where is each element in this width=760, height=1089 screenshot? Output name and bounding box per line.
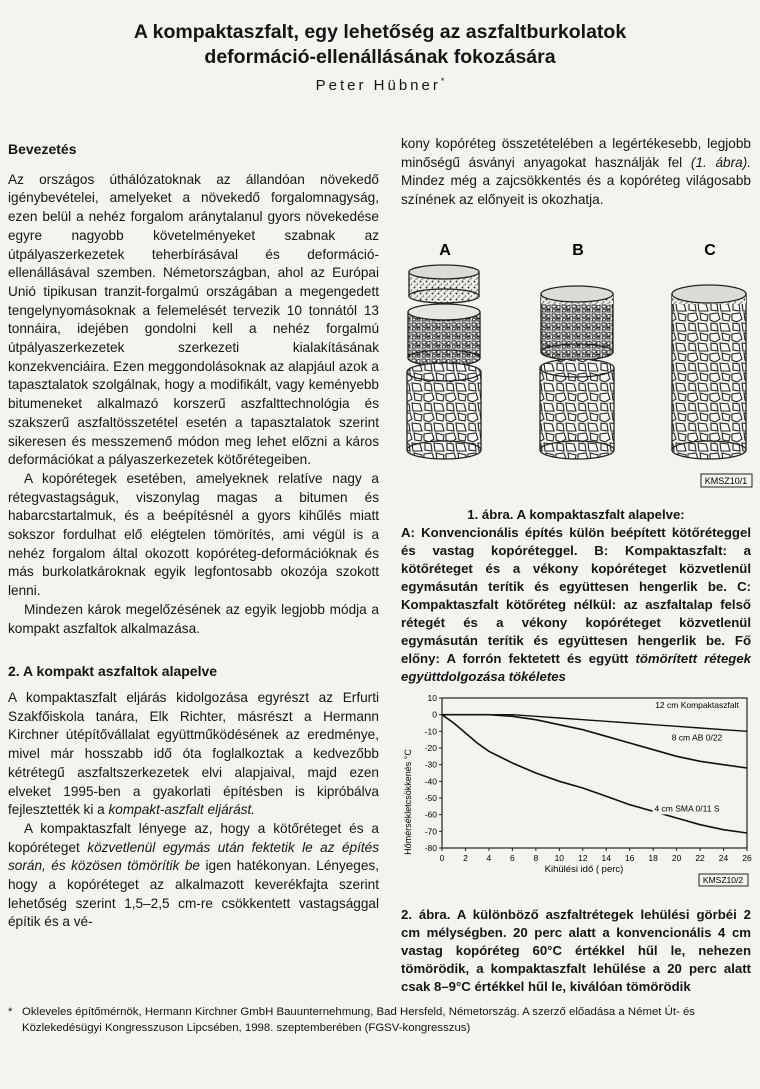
chart-x-tick-label: 2	[463, 853, 468, 863]
paragraph-4-italic: kompakt-aszfalt eljárást.	[108, 802, 256, 818]
paragraph-continued	[401, 135, 751, 210]
figure-2-caption: 2. ábra. A különböző aszfaltrétegek lehülési görbéi 2 cm mélységben. 20 perc alatt a konvencionális 4 cm vastag kopóréteg 60°C értékkel hűl le, nehezen tömörödik, a kompaktaszfalt lehűlése a 20 perc alatt csak 8–9°C értékkel hűl le, kiválóan tömörödik	[401, 907, 751, 994]
figure-1-label-b: B	[572, 242, 584, 259]
core-b	[540, 286, 614, 459]
figure-2-chart	[401, 692, 756, 894]
chart-series-line	[442, 715, 747, 732]
chart-x-tick-label: 12	[578, 853, 588, 863]
figure-1-code: KMSZ10/1	[704, 476, 748, 486]
chart-y-tick-label: -80	[424, 843, 437, 853]
chart-y-tick-label: -50	[424, 793, 437, 803]
section-heading-intro: Bevezetés	[8, 141, 77, 157]
paragraph-5-italic: közvetlenül egymás után fektetik le az építés során, és közösen tömörítik be	[8, 839, 380, 874]
chart-y-tick-label: -10	[424, 726, 437, 737]
chart-x-axis-label: Kihülési idő ( perc)	[544, 864, 624, 875]
figure-1-caption-body	[401, 524, 751, 686]
paragraph-5-text-a: A kompaktaszfalt lényege az, hogy a kötőréteget és a kopóréteget	[8, 820, 379, 855]
paragraph-4-text: A kompaktaszfalt eljárás kidolgozása egyrészt az Erfurti Szakfőiskola tanára, Elk Richter, másrészt a Hermann Kirchner útépítővállalat együttműködésének az eredménye, mivel már hosszabb idő óta foglalkoztak a kedvezőbb kétrétegű aszfaltszerkezetek elvi alapjaival, majd ezen elveket 1995-ben a gyakorlati építésben is kipróbálva fejlesztették ki a	[8, 689, 379, 818]
chart-y-tick-label: 10	[427, 693, 437, 703]
chart-x-tick-label: 18	[648, 853, 658, 863]
section-heading-2: 2. A kompakt aszfaltok alapelve	[8, 663, 218, 680]
core-a	[407, 265, 481, 459]
chart-x-tick-label: 16	[624, 853, 635, 863]
core-c	[672, 285, 746, 459]
chart-y-tick-label: -30	[424, 759, 437, 770]
chart-series-label: 12 cm Kompaktaszfalt	[655, 700, 739, 710]
chart-y-tick-label: -60	[424, 809, 437, 820]
chart-x-tick-label: 4	[486, 853, 492, 863]
figure-1-illustration	[401, 232, 756, 494]
chart-x-tick-label: 8	[533, 853, 539, 863]
figure-1-caption-italic: tömörített rétegek együttdolgozása tökéletes	[401, 651, 752, 684]
chart-x-tick-label: 14	[601, 853, 611, 863]
paragraph-continued-b: Mindez még a zajcsökkentés és a kopóréteg világosabb színének az előnyeit is okozhatja.	[401, 173, 751, 208]
article-title	[0, 20, 760, 70]
paragraph-2: A kopórétegek esetében, amelyeknek relatíve nagy a rétegvastagságuk, viszonylag magas a bitumen és habarcstartalmuk, és a beépítésnél a gyors kihűlés miatt sokszor fordulhat elő elégtelen tömörítés, ami végül is a nehéz forgalom által okozott kopóréteg-deformációknak és más burkolatkároknak egyik legfontosabb okozója szokott lenni.	[8, 470, 379, 599]
chart-y-tick-label: 0	[432, 709, 437, 720]
footnote	[8, 1004, 753, 1036]
figure-1-caption	[401, 506, 751, 686]
author-name: Peter Hübner	[315, 77, 441, 94]
paragraph-3: Mindezen károk megelőzésének az egyik legjobb módja a kompakt aszfaltok alkalmazása.	[8, 601, 379, 636]
chart-x-tick-label: 24	[718, 853, 729, 863]
footnote-text: Okleveles építőmérnök, Hermann Kirchner GmbH Bauunternehmung, Bad Hersfeld, Németország. A szerző előadása a Német Út- és Közlekedésügyi Kongresszuson Lipcsében, 1998. szeptemberében (FGSV-kongresszus)	[22, 1006, 695, 1034]
figure-reference: (1. ábra).	[690, 154, 752, 170]
chart-x-tick-label: 20	[671, 853, 682, 863]
figure-1-label-a: A	[439, 242, 451, 259]
paragraph-5-text-b: igen hatékonyan. Lényeges, hogy a kopóréteget az alkalmazott keverékfajta szerint lehetőség szerint 1,5–2,5 cm-re csökkentett vastagsággal építik és a vé-	[8, 858, 379, 930]
chart-x-tick-label: 0	[439, 853, 445, 863]
paragraph-5	[8, 820, 379, 932]
chart-series-label: 4 cm SMA 0/11 S	[654, 803, 720, 814]
chart-x-tick-label: 26	[742, 853, 752, 863]
chart-y-tick-label: -20	[424, 743, 437, 753]
paragraph-4	[8, 689, 379, 820]
chart-y-axis-label: Hőmérsékletcsökkenés °C	[403, 749, 413, 855]
figure-1-caption-title: 1. ábra. A kompaktaszfalt alapelve:	[467, 507, 685, 522]
chart-code: KMSZ10/2	[702, 875, 744, 885]
chart-y-tick-label: -70	[424, 826, 437, 837]
author-line	[0, 76, 760, 94]
chart-y-tick-label: -40	[424, 776, 437, 787]
chart-x-tick-label: 22	[695, 853, 705, 863]
right-column-text	[401, 135, 751, 210]
footnote-mark: *	[8, 1006, 13, 1018]
left-column	[8, 140, 379, 932]
figure-1-label-c: C	[704, 242, 716, 259]
title-line-2: deformáció-ellenállásának fokozására	[204, 46, 556, 68]
figure-1-caption-text: A: Konvencionális építés külön beépített kötőréteggel és vastag kopóréteggel. B: Kompaktaszfalt: a kötőréteget és a vékony kopóréteget közvetlenül egymásután terítik és együttesen hengerlik be. C: Kompaktaszfalt kötőréteg nélkül: az aszfaltalap felső rétegét és a vékony kopóréteget közvetlenül egymásután terítik és együttesen hengerlik be. Fő előny: A forrón fektetett és együtt	[401, 525, 751, 666]
chart-x-tick-label: 6	[510, 853, 515, 863]
paragraph-continued-a: kony kopóréteg összetételében a legértékesebb, legjobb minőségű ásványi anyagokat használják fel	[401, 136, 751, 170]
chart-x-tick-label: 10	[554, 853, 565, 863]
paragraph-1: Az országos úthálózatoknak az állandóan növekedő igénybevételei, amelyeket a növekedő forgalomnagyság, ezen belül a nehéz forgalom aránytalanul gyors növekedése egyre nagyobb követelményeket szabnak az útpályaszerkezetek teherbírásával és deformáció-ellenállásával szemben. Németországban, ahol az Európai Unió tipikusan tranzit-forgalmú országában a megengedett tengelynyomásoknak a felemelését tervezik 10 tonnától 13 tonnáira, idejében gondolni kell a nehéz forgalmú útpályaszerkezetek szerkezeti kialakításának konzekvenciáira. Ezen meggondolásoknak az alapjául azok a tapasztalatok szolgálnak, hogy a modifikált, vagy keményebb bitumeneket alkalmazó korszerű aszfalttechnológia és szakszerű aszfaltösszetétel esetén a tapasztalatok szerint sikeresen és messzemenő módon meg lehet előzni a káros deformációkat a pályaszerkezetek kötőrétegeiben.	[8, 171, 379, 468]
title-line-1: A kompaktaszfalt, egy lehetőség az aszfaltburkolatok	[133, 21, 627, 43]
author-footnote-mark: *	[440, 76, 445, 86]
chart-series-label: 8 cm AB 0/22	[671, 732, 723, 743]
